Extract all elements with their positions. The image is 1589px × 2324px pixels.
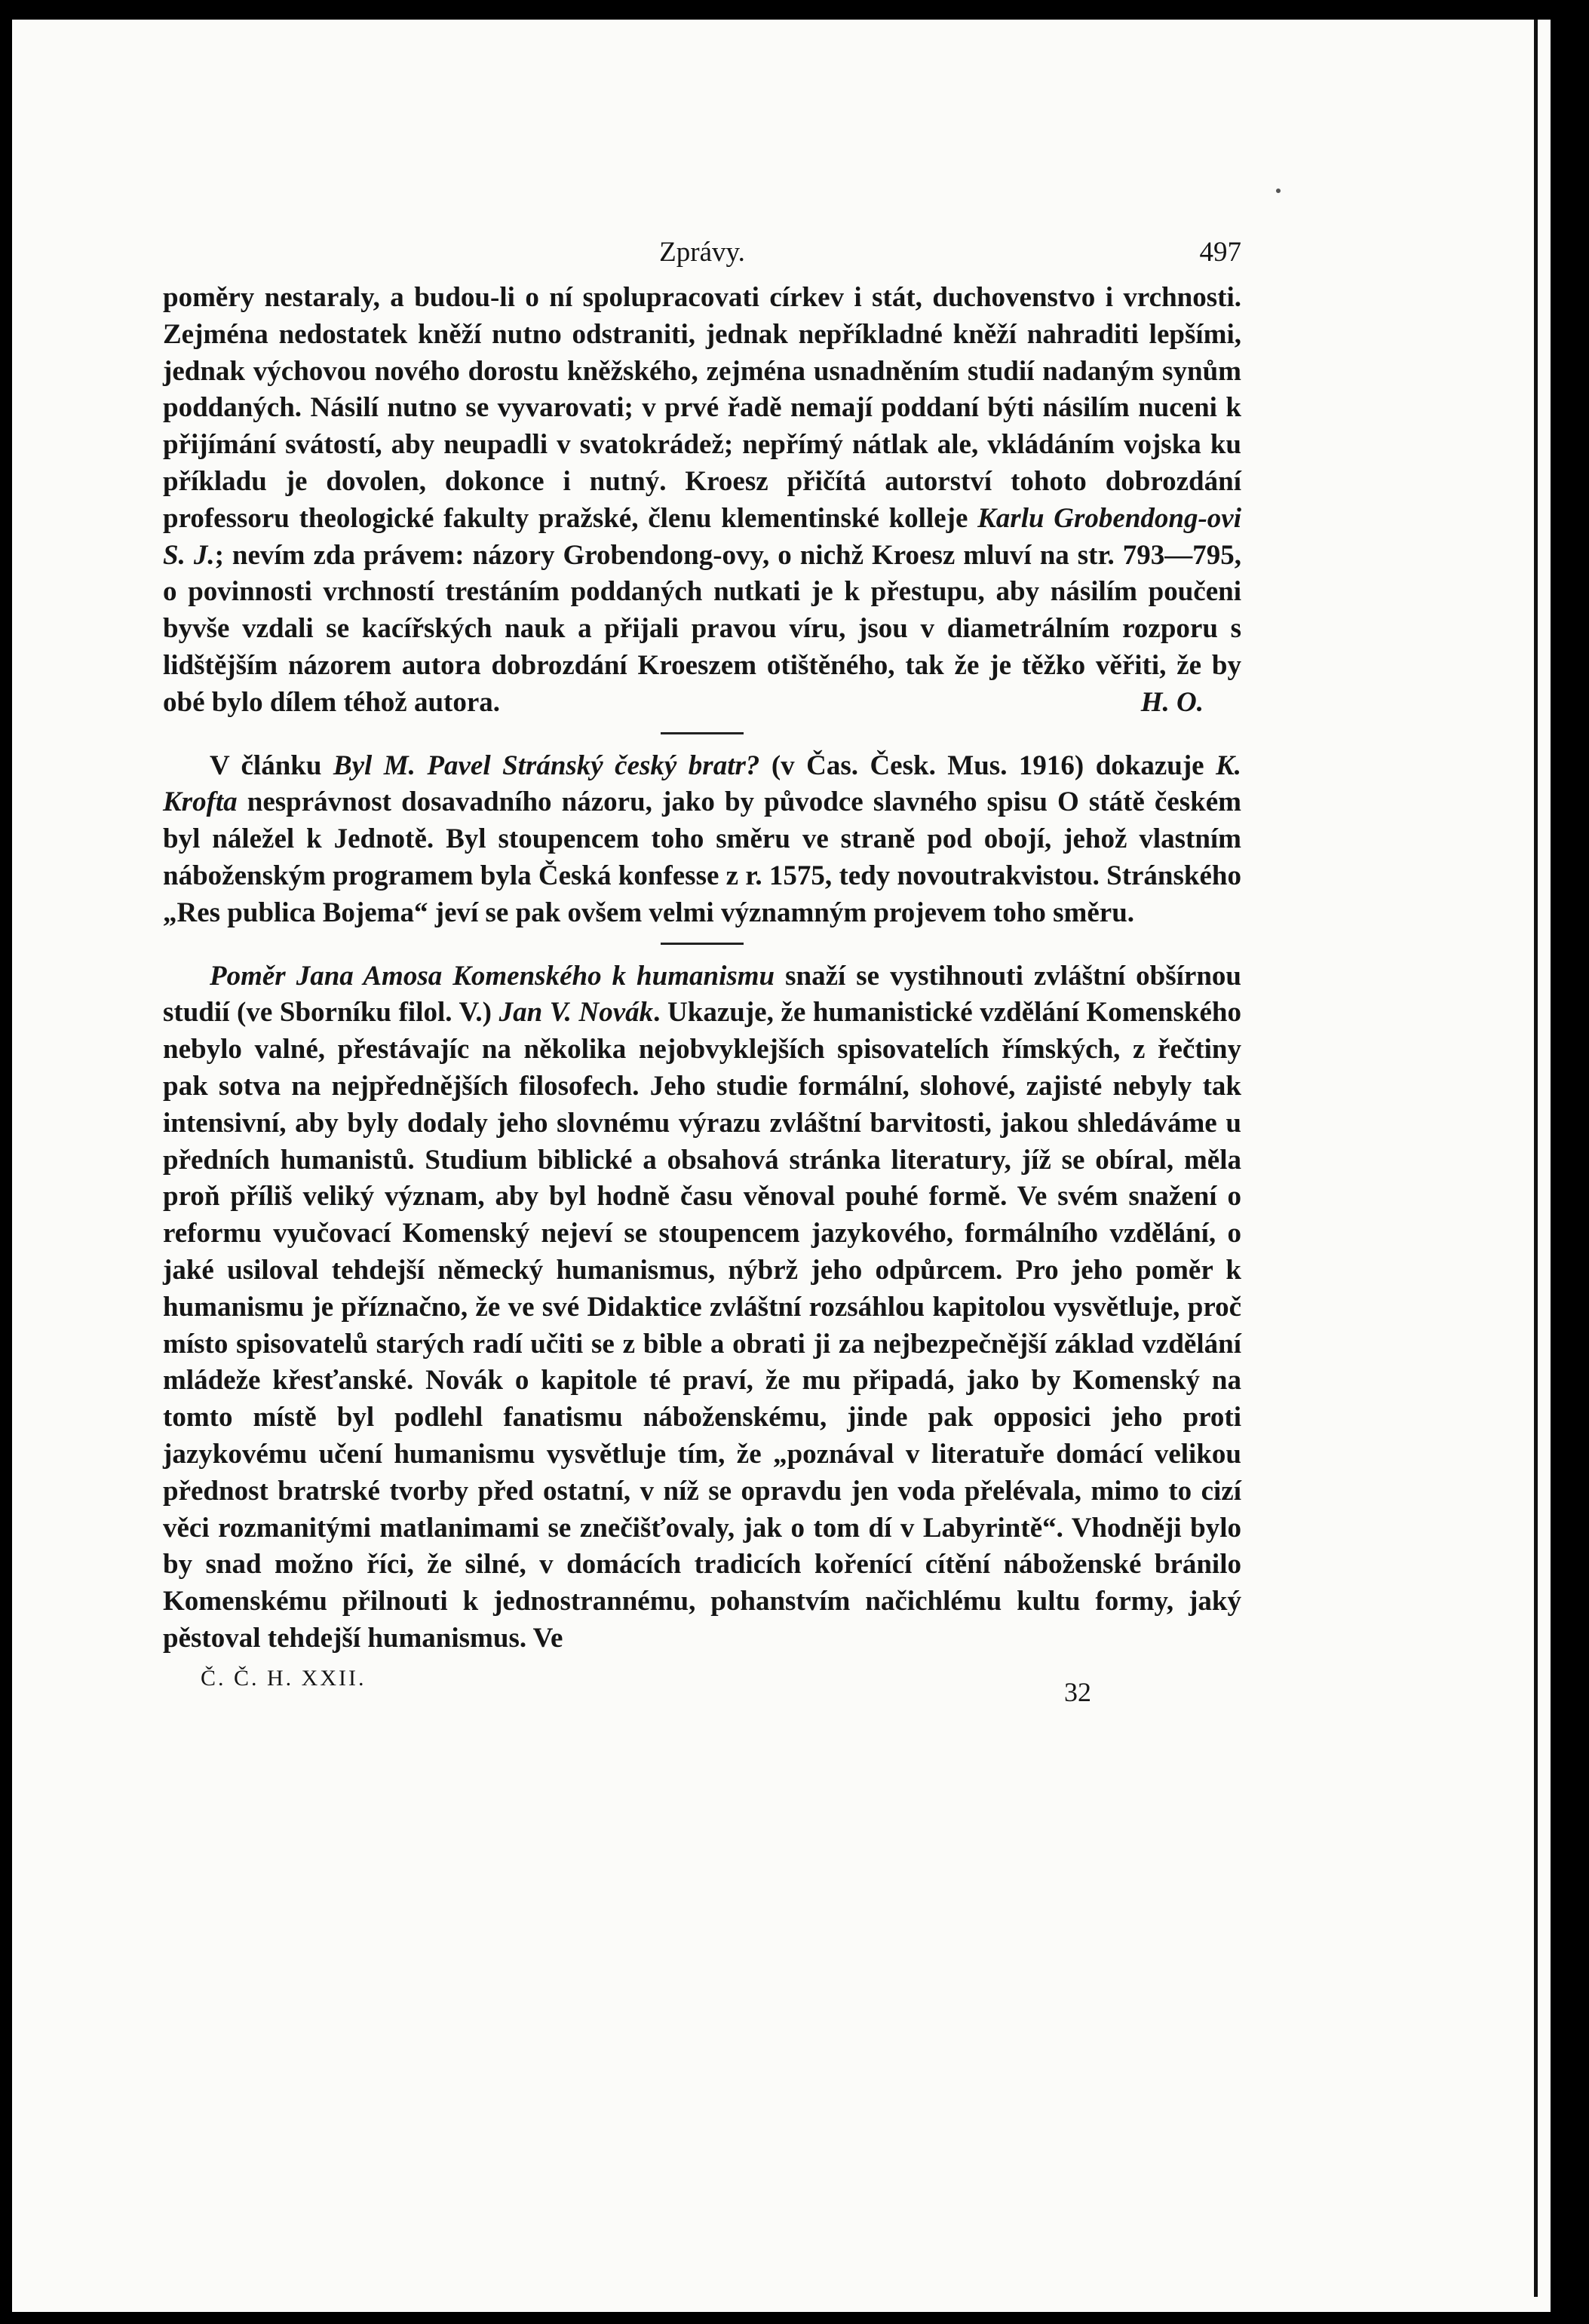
sheet-number: 32 [1064, 1676, 1091, 1707]
author-signature: H. O. [1140, 686, 1204, 718]
paragraph-text: ; nevím zda právem: názory Grobendong-ovy, o nichž Kroesz mluví na str. 793—795, o povinnosti vrchností trestáním poddaných nutkati je k přestupu, aby násilím poučeni byvše vzdali se kacířských nauk a přijali pravou víru, jsou v diametrálním rozporu s lidštějším názorem autora dobrozdání Kroeszem otištěného, tak že je těžko věřiti, že by obé bylo dílem téhož autora. [163, 539, 1242, 718]
paragraph-text: V článku [210, 750, 333, 781]
right-border-line [1534, 20, 1538, 2297]
paragraph-text: snaží se vystihnouti zvláštní obšírnou studií (ve Sborníku filol. V.) [163, 960, 1241, 1029]
paragraph-text: poměry nestaraly, a budou-li o ní spolupracovati církev i stát, duchovenstvo i vrchnosti. Zejména nedostatek kněží nutno odstraniti, jednak nepříkladné kněží nahraditi lepšími, jednak výchovou nového dorostu kněžského, zejména usnadněním studií nadaným synům poddaných. Násilí nutno se vyvarovati; v prvé řadě nemají poddaní býti násilím nuceni k přijímání svátostí, aby neupadli v svatokrádež; nepřímý nátlak ale, vkládáním vojska ku příkladu je dovolen, dokonce i nutný. Kroesz přičítá autorství tohoto dobrozdání professoru theologické fakulty pražské, členu klementinské kolleje [163, 282, 1241, 534]
header-title: Zprávy. [659, 237, 745, 268]
paragraph-stransky [163, 748, 1241, 932]
paragraph-komensky [163, 958, 1241, 1657]
page-number: 497 [1199, 237, 1241, 268]
article-title: Poměr Jana Amosa Komenského k humanismu [210, 960, 775, 992]
section-divider [661, 732, 744, 734]
paragraph-continuation [163, 280, 1241, 722]
speck [1276, 189, 1281, 193]
running-header [163, 235, 1241, 280]
article-title: Byl M. Pavel Stránský český bratr? [333, 750, 760, 781]
author-name: K. Krofta [163, 750, 1241, 818]
author-name: Jan V. Novák [498, 997, 654, 1029]
paragraph-text: . Ukazuje, že humanistické vzdělání Komenského nebylo valné, přestávajíc na několika nejobvyklejších spisovatelích římských, z řečtiny pak sotva na nejpřednějších filosofech. Jeho studie formální, slohové, zajisté nebyly tak intensivní, aby byly dodaly jeho slovnému výrazu zvláštní barvitosti, jakou shledáváme u předních humanistů. Studium biblické a obsahová stránka literatury, jíž se obíral, měla proň příliš veliký význam, aby byl hodně času věnoval pouhé formě. Ve svém snažení o reformu vyučovací Komenský nejeví se stoupencem jazykového, formálního vzdělání, o jaké usiloval tehdejší německý humanismus, nýbrž jeho odpůrcem. Pro jeho poměr k humanismu je příznačno, že ve své Didaktice zvláštní rozsáhlou kapitolou vysvětluje, proč místo spisovatelů starých radí učiti se z bible a obrati ji za nejbezpečnější základ vzdělání mládeže křesťanské. Novák o kapitole té praví, že mu připadá, jako by Komenský na tomto místě byl podlehl fanatismu náboženskému, jinde pak opposici jeho proti jazykovému učení humanismu vysvětluje tím, že „poznával v literatuře domácí velikou přednost bratrské tvorby před ostatní, v níž se opravdu jen voda přelévala, mimo to cizí věci rozmanitými matlanimami se znečišťovaly, jak o tom dí v Labyrintě“. Vhodněji bylo by snad možno říci, že silné, v domácích tradicích kořenící cítění náboženské bránilo Komenskému přilnouti k jednostrannému, pohanstvím načichlému kultu formy, jaký pěstoval tehdejší humanismus. Ve [163, 997, 1241, 1654]
text-column [163, 228, 1241, 1706]
signature-mark: Č. Č. H. XXII. [201, 1665, 367, 1691]
page-footer [163, 1660, 1241, 1706]
paragraph-text: (v Čas. Česk. Mus. 1916) dokazuje [759, 750, 1216, 781]
section-divider [661, 943, 744, 945]
person-name: Karlu Grobendong-ovi S. J. [163, 502, 1241, 571]
paragraph-text: nesprávnost dosavadního názoru, jako by původce slavného spisu O státě českém byl náležel k Jednotě. Byl stoupencem toho směru ve straně pod obojí, jehož vlastním náboženským programem byla Česká konfesse z r. 1575, tedy novoutrakvistou. Stránského „Res publica Bojema“ jeví se pak ovšem velmi významným projevem toho směru. [163, 786, 1241, 928]
